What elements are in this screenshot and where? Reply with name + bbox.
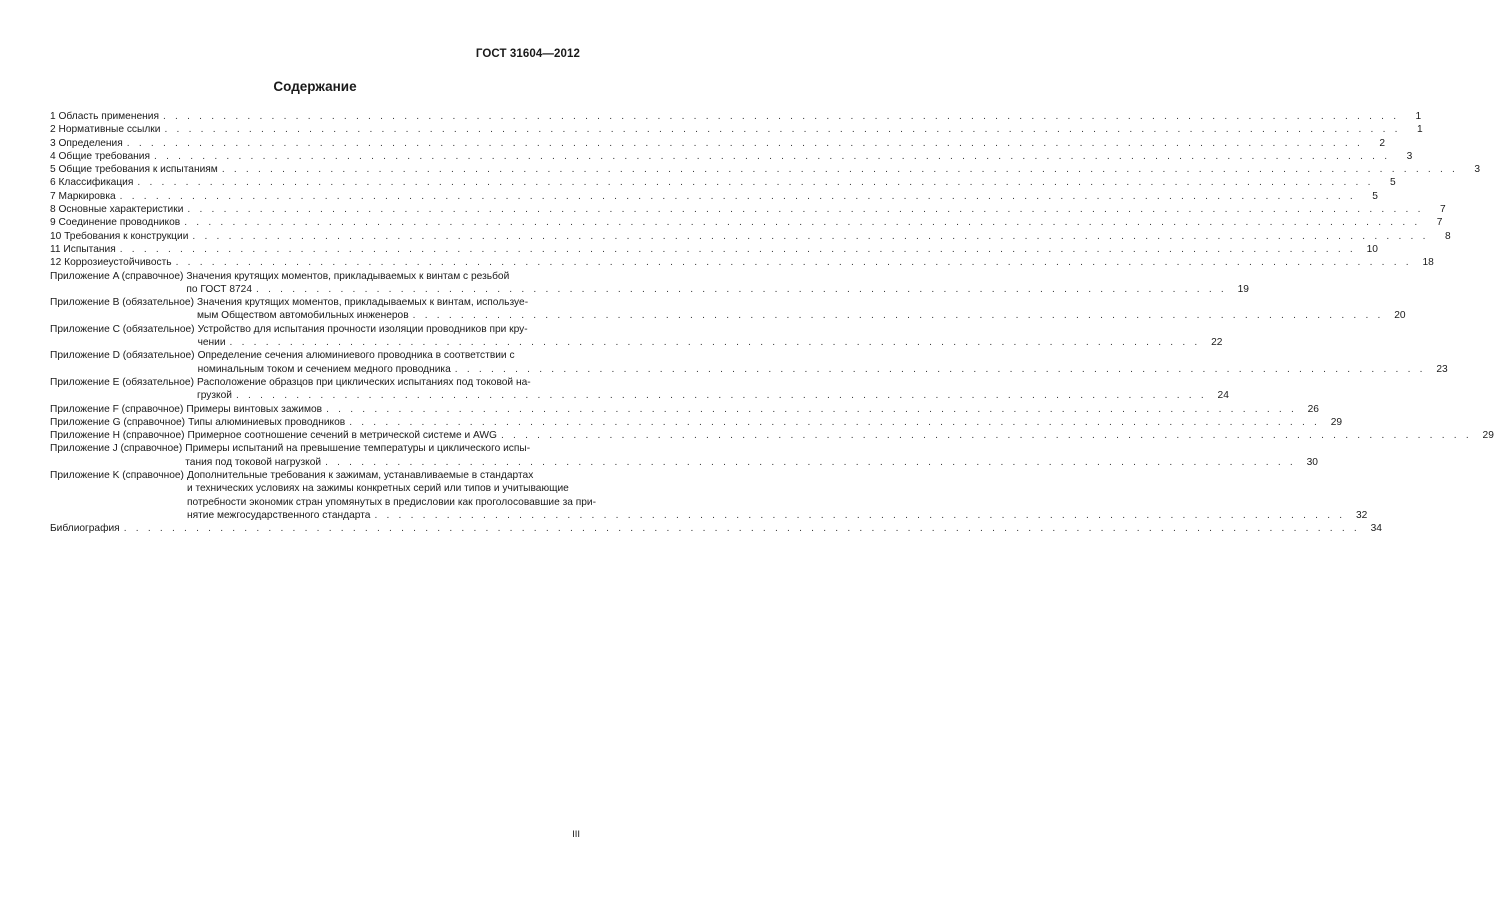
toc-row-section[interactable] — [50, 150, 1413, 163]
appendix-title-line: и технических условиях на зажимы конкретных серий или типов и учитывающие — [186, 483, 569, 495]
toc-page: 10 — [1366, 243, 1378, 255]
toc-page: 19 — [1237, 283, 1249, 295]
toc-row-appendix[interactable] — [50, 296, 1406, 323]
appendix-title-line: Примерное соотношение сечений в метрической системе и AWG — [187, 430, 497, 442]
toc-row-section[interactable] — [50, 123, 1423, 136]
toc-page: 5 — [1372, 190, 1378, 202]
toc-row-section[interactable] — [50, 203, 1446, 216]
toc-row-section[interactable] — [50, 176, 1396, 189]
toc-label: 5 Общие требования к испытаниям — [50, 164, 218, 176]
toc-label: 11 Испытания — [50, 243, 116, 255]
appendix-title-line: чении — [197, 337, 226, 349]
toc-label: 2 Нормативные ссылки — [50, 124, 161, 136]
toc-row-appendix[interactable] — [50, 349, 1448, 376]
toc-row-section[interactable] — [50, 110, 1422, 123]
table-of-contents — [50, 110, 1494, 536]
toc-row-section[interactable] — [50, 243, 1378, 256]
toc-page: 7 — [1439, 204, 1446, 216]
appendix-title-line: по ГОСТ 8724 — [186, 283, 253, 295]
toc-page: 23 — [1436, 363, 1448, 375]
appendix-title-line: Расположение образцов при циклических испытаниях под токовой на- — [197, 376, 531, 388]
toc-page: 1 — [1415, 111, 1422, 122]
toc-row-appendix[interactable] — [50, 469, 1368, 522]
toc-page: 24 — [1217, 390, 1229, 402]
appendix-title-line: номинальным током и сечением медного проводника — [197, 363, 451, 375]
page-title: Содержание — [273, 79, 357, 94]
standard-header: ГОСТ 31604—2012 — [475, 48, 580, 60]
appendix-prefix: Приложение H (справочное) — [50, 430, 185, 442]
toc-page: 3 — [1474, 164, 1481, 176]
appendix-prefix: Приложение D (обязательное) — [50, 350, 195, 362]
toc-row-section[interactable] — [50, 216, 1443, 229]
toc-label: Библиография — [50, 523, 120, 535]
toc-page: 20 — [1394, 310, 1406, 322]
toc-page: 32 — [1356, 509, 1368, 521]
appendix-prefix: Приложение K (справочное) — [50, 470, 184, 482]
toc-row-section[interactable] — [50, 190, 1378, 203]
toc-label: 10 Требования к конструкции — [50, 230, 189, 242]
toc-row-appendix[interactable] — [50, 442, 1318, 469]
toc-row-bibliography[interactable] — [50, 522, 1382, 535]
toc-label: 7 Маркировка — [50, 190, 116, 202]
page-number: III — [572, 829, 580, 840]
appendix-title-line: Типы алюминиевых проводников — [188, 416, 346, 428]
toc-label: 9 Соединение проводников — [50, 217, 181, 229]
appendix-title-line: Примеры винтовых зажимов — [186, 403, 323, 415]
toc-label: 1 Область применения — [50, 111, 159, 122]
appendix-title-line: грузкой — [197, 390, 232, 402]
appendix-title-line: Дополнительные требования к зажимам, устанавливаемые в стандартах — [186, 470, 534, 482]
appendix-prefix: Приложение J (справочное) — [50, 443, 183, 455]
toc-label: 4 Общие требования — [50, 150, 151, 162]
toc-page: 2 — [1379, 137, 1385, 149]
toc-page: 18 — [1422, 257, 1434, 269]
toc-page: 1 — [1417, 124, 1423, 136]
toc-row-appendix[interactable] — [50, 270, 1249, 297]
appendix-prefix: Приложение E (обязательное) — [50, 376, 194, 388]
toc-row-section[interactable] — [50, 163, 1481, 176]
appendix-title-line: мым Обществом автомобильных инженеров — [197, 310, 409, 322]
toc-page: 5 — [1389, 177, 1396, 189]
toc-row-appendix[interactable] — [50, 429, 1494, 442]
appendix-title-line: Значения крутящих моментов, прикладываемых к винтам с резьбой — [186, 270, 510, 282]
toc-row-section[interactable] — [50, 137, 1385, 150]
toc-label: 3 Определения — [50, 137, 123, 149]
toc-row-appendix[interactable] — [50, 403, 1319, 416]
toc-page: 29 — [1482, 430, 1494, 442]
toc-row-section[interactable] — [50, 230, 1451, 243]
appendix-prefix: Приложение C (обязательное) — [50, 323, 195, 335]
appendix-title-line: Устройство для испытания прочности изоляции проводников при кру- — [197, 323, 528, 335]
toc-row-appendix[interactable] — [50, 323, 1223, 350]
appendix-title-line: нятие межгосударственного стандарта — [186, 509, 371, 521]
toc-page: 30 — [1306, 456, 1318, 468]
toc-page: 3 — [1406, 150, 1413, 162]
appendix-prefix: Приложение B (обязательное) — [50, 297, 194, 309]
toc-page: 8 — [1444, 230, 1451, 242]
toc-page: 26 — [1307, 403, 1319, 415]
toc-page: 29 — [1330, 416, 1343, 428]
appendix-title-line: Определение сечения алюминиевого проводника в соответствии с — [197, 350, 515, 362]
appendix-title-line: Значения крутящих моментов, прикладываемых к винтам, используе- — [197, 297, 529, 309]
appendix-prefix: Приложение F (справочное) — [50, 403, 184, 415]
toc-row-appendix[interactable] — [50, 376, 1229, 403]
toc-page: 7 — [1436, 217, 1443, 229]
toc-label: 6 Классификация — [50, 177, 134, 189]
toc-label: 8 Основные характеристики — [50, 204, 184, 216]
toc-page: 34 — [1370, 523, 1382, 535]
toc-page: 22 — [1211, 337, 1223, 349]
appendix-title-line: потребности экономик стран упомянутых в предисловии как проголосовавшие за при- — [186, 496, 597, 508]
toc-label: 12 Коррозиеустойчивость — [50, 257, 172, 269]
appendix-title-line: тания под токовой нагрузкой — [185, 456, 322, 468]
toc-row-section[interactable] — [50, 256, 1434, 269]
toc-row-appendix[interactable] — [50, 416, 1343, 429]
appendix-prefix: Приложение A (справочное) — [50, 270, 184, 282]
appendix-prefix: Приложение G (справочное) — [50, 416, 186, 428]
appendix-title-line: Примеры испытаний на превышение температуры и циклического испы- — [185, 443, 531, 455]
